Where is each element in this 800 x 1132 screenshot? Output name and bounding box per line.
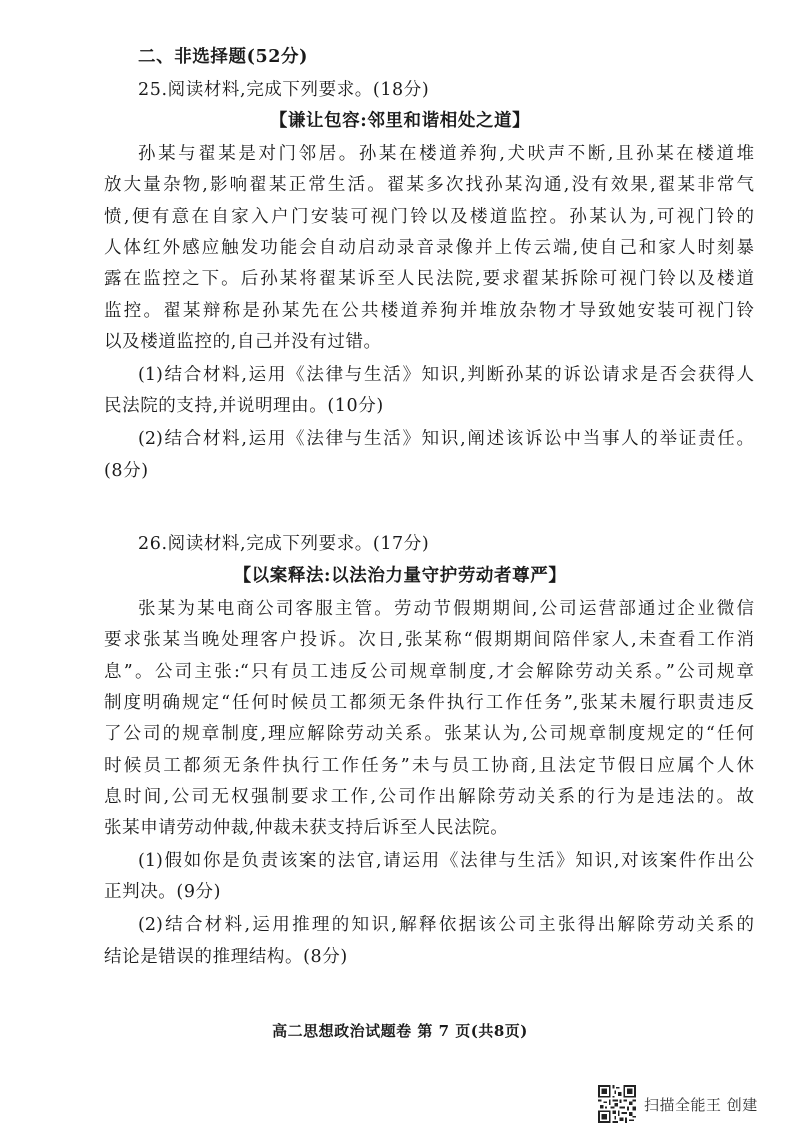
section-heading: 二、非选择题(52分) [138, 47, 309, 67]
question-26-material-line: 息时间,公司无权强制要求工作,公司作出解除劳动关系的行为是违法的。故 [104, 787, 754, 807]
question-26-sub1-line: (1)假如你是负责该案的法官,请运用《法律与生活》知识,对该案件作出公 [138, 851, 754, 871]
question-26-material-line: 要求张某当晚处理客户投诉。次日,张某称“假期期间陪伴家人,未查看工作消 [104, 630, 754, 650]
question-25-sub2-line: (8分) [104, 461, 149, 481]
page-footer: 高二思想政治试题卷 第 7 页(共8页) [272, 1022, 528, 1040]
question-25-material-line: 以及楼道监控的,自己并没有过错。 [104, 332, 382, 352]
question-26-material-line: 了公司的规章制度,理应解除劳动关系。张某认为,公司规章制度规定的“任何 [104, 724, 754, 744]
question-26-material-line: 时候员工都须无条件执行工作任务”未与员工协商,且法定节假日应属个人休 [104, 756, 754, 776]
question-26-material-line: 制度明确规定“任何时候员工都须无条件执行工作任务”,张某未履行职责违反 [104, 693, 754, 713]
qr-code-icon [598, 1085, 636, 1123]
question-26-title: 26.阅读材料,完成下列要求。(17分) [138, 534, 430, 554]
question-25-material-line: 放大量杂物,影响翟某正常生活。翟某多次找孙某沟通,没有效果,翟某非常气 [104, 175, 754, 195]
scanner-watermark [598, 1085, 758, 1123]
question-26-sub2-line: (2)结合材料,运用推理的知识,解释依据该公司主张得出解除劳动关系的 [138, 915, 754, 935]
question-26-sub2-line: 结论是错误的推理结构。(8分) [104, 947, 348, 967]
question-25-material-line: 人体红外感应触发功能会自动启动录音录像并上传云端,使自己和家人时刻暴 [104, 238, 754, 258]
question-25-topic: 【谦让包容:邻里和谐相处之道】 [269, 111, 531, 131]
question-25-title: 25.阅读材料,完成下列要求。(18分) [138, 80, 430, 100]
question-26-sub1-line: 正判决。(9分) [104, 882, 222, 902]
question-25-material-line: 孙某与翟某是对门邻居。孙某在楼道养狗,犬吠声不断,且孙某在楼道堆 [138, 144, 754, 164]
question-25-sub1-line: 民法院的支持,并说明理由。(10分) [104, 396, 384, 416]
question-25-material-line: 愤,便有意在自家入户门安装可视门铃以及楼道监控。孙某认为,可视门铃的 [104, 207, 754, 227]
question-26-material-line: 息”。公司主张:“只有员工违反公司规章制度,才会解除劳动关系。”公司规章 [104, 662, 754, 682]
question-26-material-line: 张某为某电商公司客服主管。劳动节假期期间,公司运营部通过企业微信 [138, 599, 754, 619]
question-25-sub2-line: (2)结合材料,运用《法律与生活》知识,阐述该诉讼中当事人的举证责任。 [138, 429, 754, 449]
question-25-sub1-line: (1)结合材料,运用《法律与生活》知识,判断孙某的诉讼请求是否会获得人 [138, 365, 754, 385]
question-26-topic: 【以案释法:以法治力量守护劳动者尊严】 [233, 566, 567, 586]
question-26-material-line: 张某申请劳动仲裁,仲裁未获支持后诉至人民法院。 [104, 818, 509, 838]
scanner-label: 扫描全能王 创建 [644, 1095, 758, 1114]
question-25-material-line: 露在监控之下。后孙某将翟某诉至人民法院,要求翟某拆除可视门铃以及楼道 [104, 269, 754, 289]
question-25-material-line: 监控。翟某辩称是孙某先在公共楼道养狗并堆放杂物才导致她安装可视门铃 [104, 301, 754, 321]
